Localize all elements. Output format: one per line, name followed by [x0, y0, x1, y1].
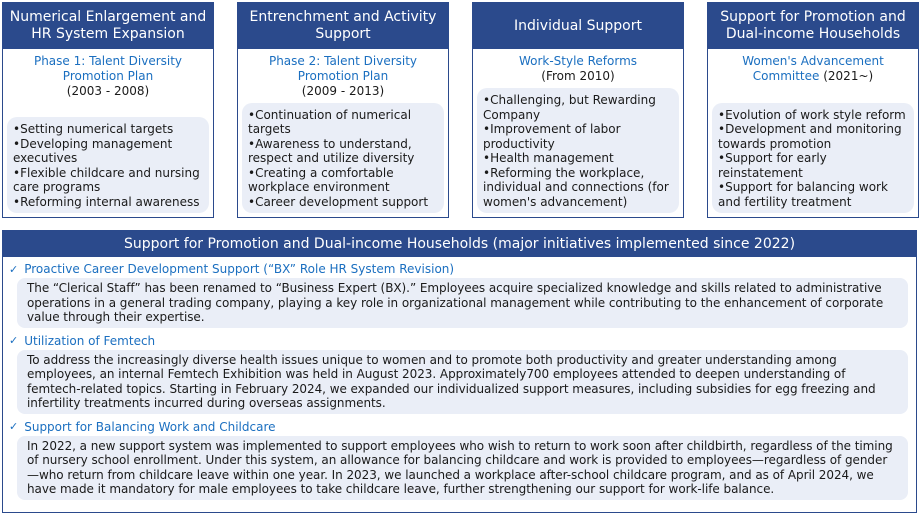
work-style-reform-column [472, 2, 684, 218]
section-body-femtech: To address the increasingly diverse health issues unique to women and to promote both productivity and greater understanding among employees, an internal Femtech Exhibition was held in August 2023. Approximately700 employees attended to deepen understanding of femtech-related topics. Starting in February 2024, we expanded our individualized support measures, including subsidies for egg freezing and infertility treatments incurred during overseas assignments. [17, 350, 908, 414]
column-years: (2021~) [823, 69, 874, 83]
checkmark-icon: ✓ [9, 262, 19, 276]
column-subtitle-block [708, 54, 918, 94]
column-list [712, 103, 914, 214]
column-subtitle: Phase 2: Talent Diversity Promotion Plan [268, 54, 418, 83]
column-years: (2003 - 2008) [66, 84, 150, 98]
section-body-career: The “Clerical Staff” has been renamed to “Business Expert (BX).” Employees acquire specialized knowledge and skills related to administrative operations in a general trading company, playing a key role in organizational management while contributing to the enhancement of corporate value through their expertise. [17, 278, 908, 328]
list-item: •Support for early reinstatement [718, 151, 827, 180]
initiatives-panel [2, 230, 917, 513]
list-item: •Support for balancing work and fertility treatment [718, 180, 888, 209]
column-subtitle-block [238, 54, 448, 98]
list-item: •Reforming internal awareness [13, 194, 200, 209]
checkmark-icon: ✓ [9, 420, 19, 433]
list-item: •Continuation of numerical targets [248, 107, 412, 136]
section-title-text: Support for Balancing Work and Childcare [24, 419, 276, 434]
column-subtitle: Women's Advancement Committee [742, 54, 884, 83]
checkmark-icon: ✓ [9, 334, 19, 347]
column-subtitle-block [3, 54, 213, 98]
phase-2-column [237, 2, 449, 218]
list-item: •Creating a comfortable workplace environment [248, 165, 394, 194]
list-item: •Career development support [248, 194, 429, 209]
list-item: •Improvement of labor productivity [483, 122, 621, 151]
column-list [242, 103, 444, 214]
section-title-childcare [3, 418, 916, 436]
section-title-text: Utilization of Femtech [24, 333, 156, 348]
section-body-childcare: In 2022, a new support system was implemented to support employees who wish to return to work soon after childbirth, regardless of the timing of nursery school enrollment. Under this system, an allowance for balancing childcare and work is provided to employees—regardless of gender—who return from childcare leave within one year. In 2023, we launched a workplace after-school childcare program, and as of April 2024, we have made it mandatory for male employees to take childcare leave, further strengthening our support for work-life balance. [17, 436, 908, 500]
column-header: Entrenchment and Activity Support [238, 3, 448, 49]
list-item: •Setting numerical targets [13, 122, 174, 136]
column-years: (2009 - 2013) [301, 84, 385, 98]
column-subtitle: Work-Style Reforms [518, 54, 638, 68]
list-item: •Challenging, but Rewarding Company [483, 93, 656, 122]
section-title-femtech [3, 332, 916, 350]
column-header: Numerical Enlargement and HR System Expansion [3, 3, 213, 49]
column-header: Support for Promotion and Dual-income Households [708, 3, 918, 49]
list-item: •Developing management executives [13, 136, 173, 165]
initiatives-header: Support for Promotion and Dual-income Households (major initiatives implemented since 2022) [3, 231, 916, 257]
section-title-text: Proactive Career Development Support (“BX” Role HR System Revision) [24, 262, 455, 276]
column-years: (From 2010) [541, 69, 615, 83]
list-item: •Awareness to understand, respect and utilize diversity [248, 136, 415, 165]
phase-1-column [2, 2, 214, 218]
section-title-career [3, 260, 916, 278]
womens-advancement-column [707, 2, 919, 218]
column-header: Individual Support [473, 3, 683, 49]
column-subtitle: Phase 1: Talent Diversity Promotion Plan [33, 54, 183, 83]
list-item: •Health management [483, 151, 614, 165]
list-item: •Reforming the workplace, individual and connections (for women's advancement) [483, 165, 669, 209]
list-item: •Evolution of work style reform [718, 107, 906, 122]
column-list [7, 117, 209, 213]
list-item: •Flexible childcare and nursing care programs [13, 165, 200, 194]
list-item: •Development and monitoring towards promotion [718, 122, 902, 151]
column-list [477, 88, 679, 213]
